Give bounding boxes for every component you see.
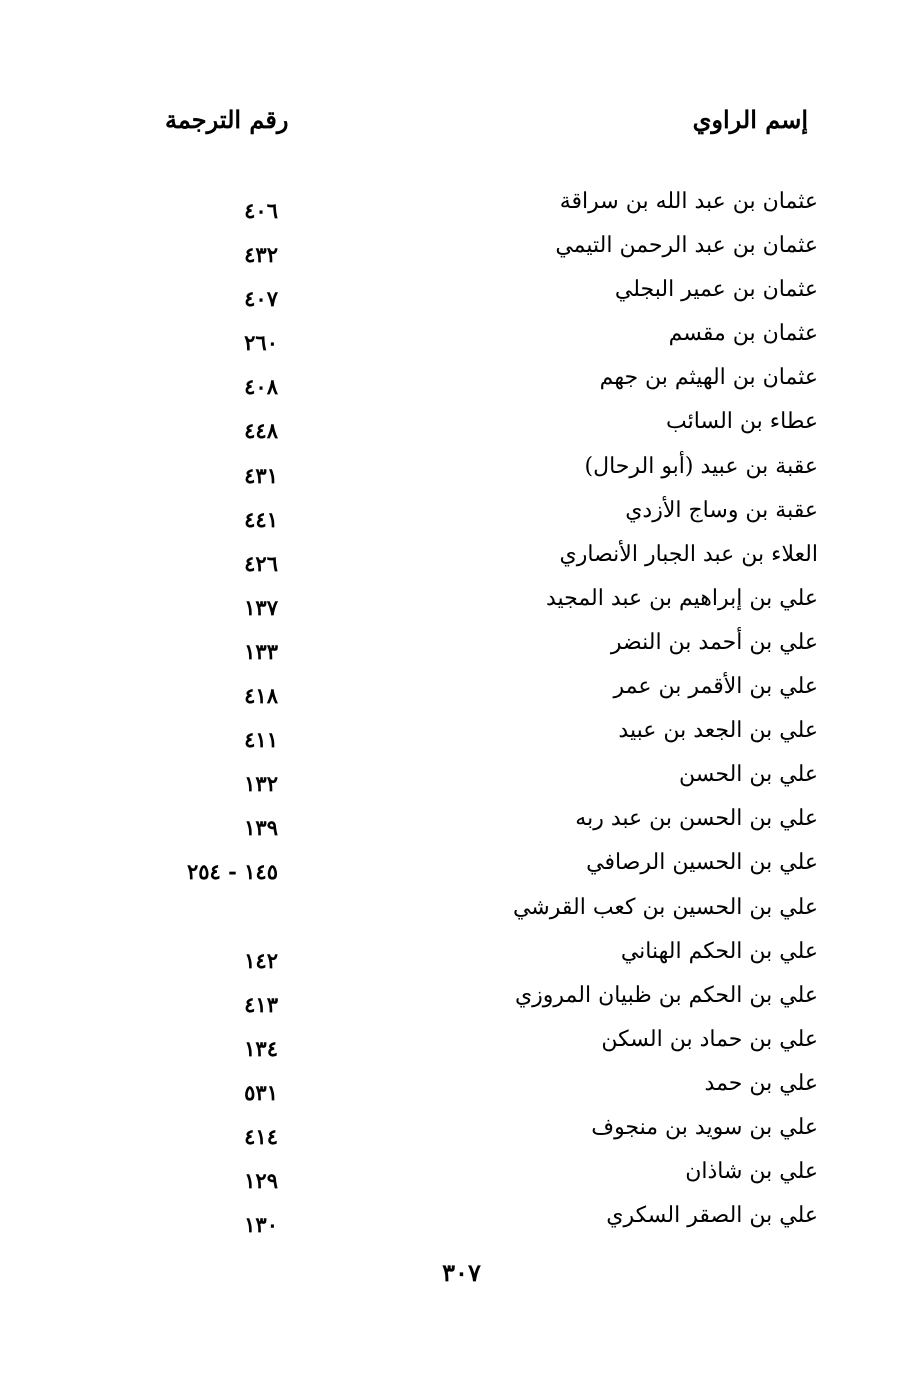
- list-item: [0, 800, 923, 844]
- narrator-name: العلاء بن عبد الجبار الأنصاري: [559, 541, 818, 567]
- narrator-name: علي بن الحكم الهناني: [620, 938, 818, 964]
- entry-number: ٤١٣: [244, 991, 278, 1017]
- list-item: [0, 271, 923, 315]
- entry-number: ١٣٧: [244, 594, 278, 620]
- entry-number: ٥٣١: [244, 1079, 278, 1105]
- list-item: [0, 183, 923, 227]
- entry-number: ١٣٤: [244, 1035, 278, 1061]
- entry-number: ١٣٠: [244, 1212, 278, 1238]
- list-item: [0, 977, 923, 1021]
- entry-number: ٤٢٦: [244, 550, 278, 576]
- entry-number: ٤٣١: [244, 462, 278, 488]
- narrator-name: عطاء بن السائب: [666, 409, 818, 435]
- list-item: [0, 844, 923, 888]
- narrator-name: علي بن شاذان: [685, 1159, 818, 1185]
- list-item: [0, 536, 923, 580]
- list-item: [0, 403, 923, 447]
- entry-number: ١٢٩: [244, 1168, 278, 1194]
- list-item: [0, 1197, 923, 1241]
- entry-number: ٤١٨: [244, 683, 278, 709]
- list-item: [0, 1021, 923, 1065]
- column-header-narrator-name: إسم الراوي: [692, 105, 808, 134]
- narrator-name: علي بن الحسن بن عبد ربه: [575, 806, 818, 832]
- entry-number: ١٣٢: [244, 771, 278, 797]
- narrator-name: علي بن الجعد بن عبيد: [618, 718, 818, 744]
- entry-number: ٤٠٦: [244, 198, 278, 223]
- list-item: [0, 668, 923, 712]
- narrator-name: علي بن الحسين بن كعب القرشي: [512, 894, 818, 920]
- entry-number: ١٤٥ - ٢٥٤: [186, 859, 278, 885]
- narrator-name: علي بن حمد: [704, 1070, 818, 1096]
- list-item: [0, 448, 923, 492]
- entry-number: ١٣٣: [244, 638, 278, 664]
- list-item: [0, 492, 923, 536]
- list-item: [0, 712, 923, 756]
- entry-number: ٤٤١: [244, 506, 278, 532]
- list-item: [0, 1065, 923, 1109]
- list-item: [0, 227, 923, 271]
- narrator-name: علي بن الحسن: [679, 762, 818, 788]
- entry-number: ٤٠٨: [244, 374, 278, 400]
- list-item: [0, 315, 923, 359]
- column-header-entry-number: رقم الترجمة: [165, 105, 289, 134]
- entry-number: ١٤٢: [244, 947, 278, 973]
- narrator-name: علي بن الحسين الرصافي: [586, 850, 818, 876]
- narrator-name: علي بن الحكم بن ظبيان المروزي: [514, 982, 818, 1008]
- entry-number: ٢٦٠: [244, 330, 278, 356]
- entry-number: ٤١٤: [244, 1123, 278, 1149]
- list-item: [0, 624, 923, 668]
- narrator-name: عقبة بن وساج الأزدي: [625, 497, 818, 523]
- index-list: [0, 183, 923, 1241]
- list-item: [0, 1109, 923, 1153]
- list-item: [0, 1153, 923, 1197]
- narrator-name: علي بن حماد بن السكن: [601, 1026, 818, 1052]
- narrator-name: علي بن إبراهيم بن عبد المجيد: [545, 585, 818, 611]
- entry-number: ٤٤٨: [244, 418, 278, 444]
- list-item: [0, 580, 923, 624]
- list-item: [0, 359, 923, 403]
- narrator-name: علي بن سويد بن منجوف: [591, 1114, 818, 1140]
- list-item: [0, 933, 923, 977]
- narrator-name: عثمان بن مقسم: [668, 321, 818, 347]
- narrator-name: علي بن الصقر السكري: [606, 1203, 818, 1229]
- page-number: ٣٠٧: [442, 1258, 481, 1287]
- narrator-name: عقبة بن عبيد (أبو الرحال): [584, 453, 818, 479]
- entry-number: ١٣٩: [244, 815, 278, 841]
- list-item: [0, 756, 923, 800]
- list-item: [0, 889, 923, 933]
- entry-number: ٤٣٢: [244, 242, 278, 268]
- narrator-name: علي بن الأقمر بن عمر: [613, 674, 818, 700]
- narrator-name: عثمان بن عبد الله بن سراقة: [559, 189, 818, 214]
- entry-number: ٤١١: [244, 727, 278, 753]
- narrator-name: عثمان بن عبد الرحمن التيمي: [555, 233, 818, 259]
- narrator-name: عثمان بن الهيثم بن جهم: [599, 365, 818, 391]
- narrator-name: عثمان بن عمير البجلي: [614, 277, 818, 303]
- entry-number: ٤٠٧: [244, 286, 278, 312]
- narrator-name: علي بن أحمد بن النضر: [610, 629, 818, 655]
